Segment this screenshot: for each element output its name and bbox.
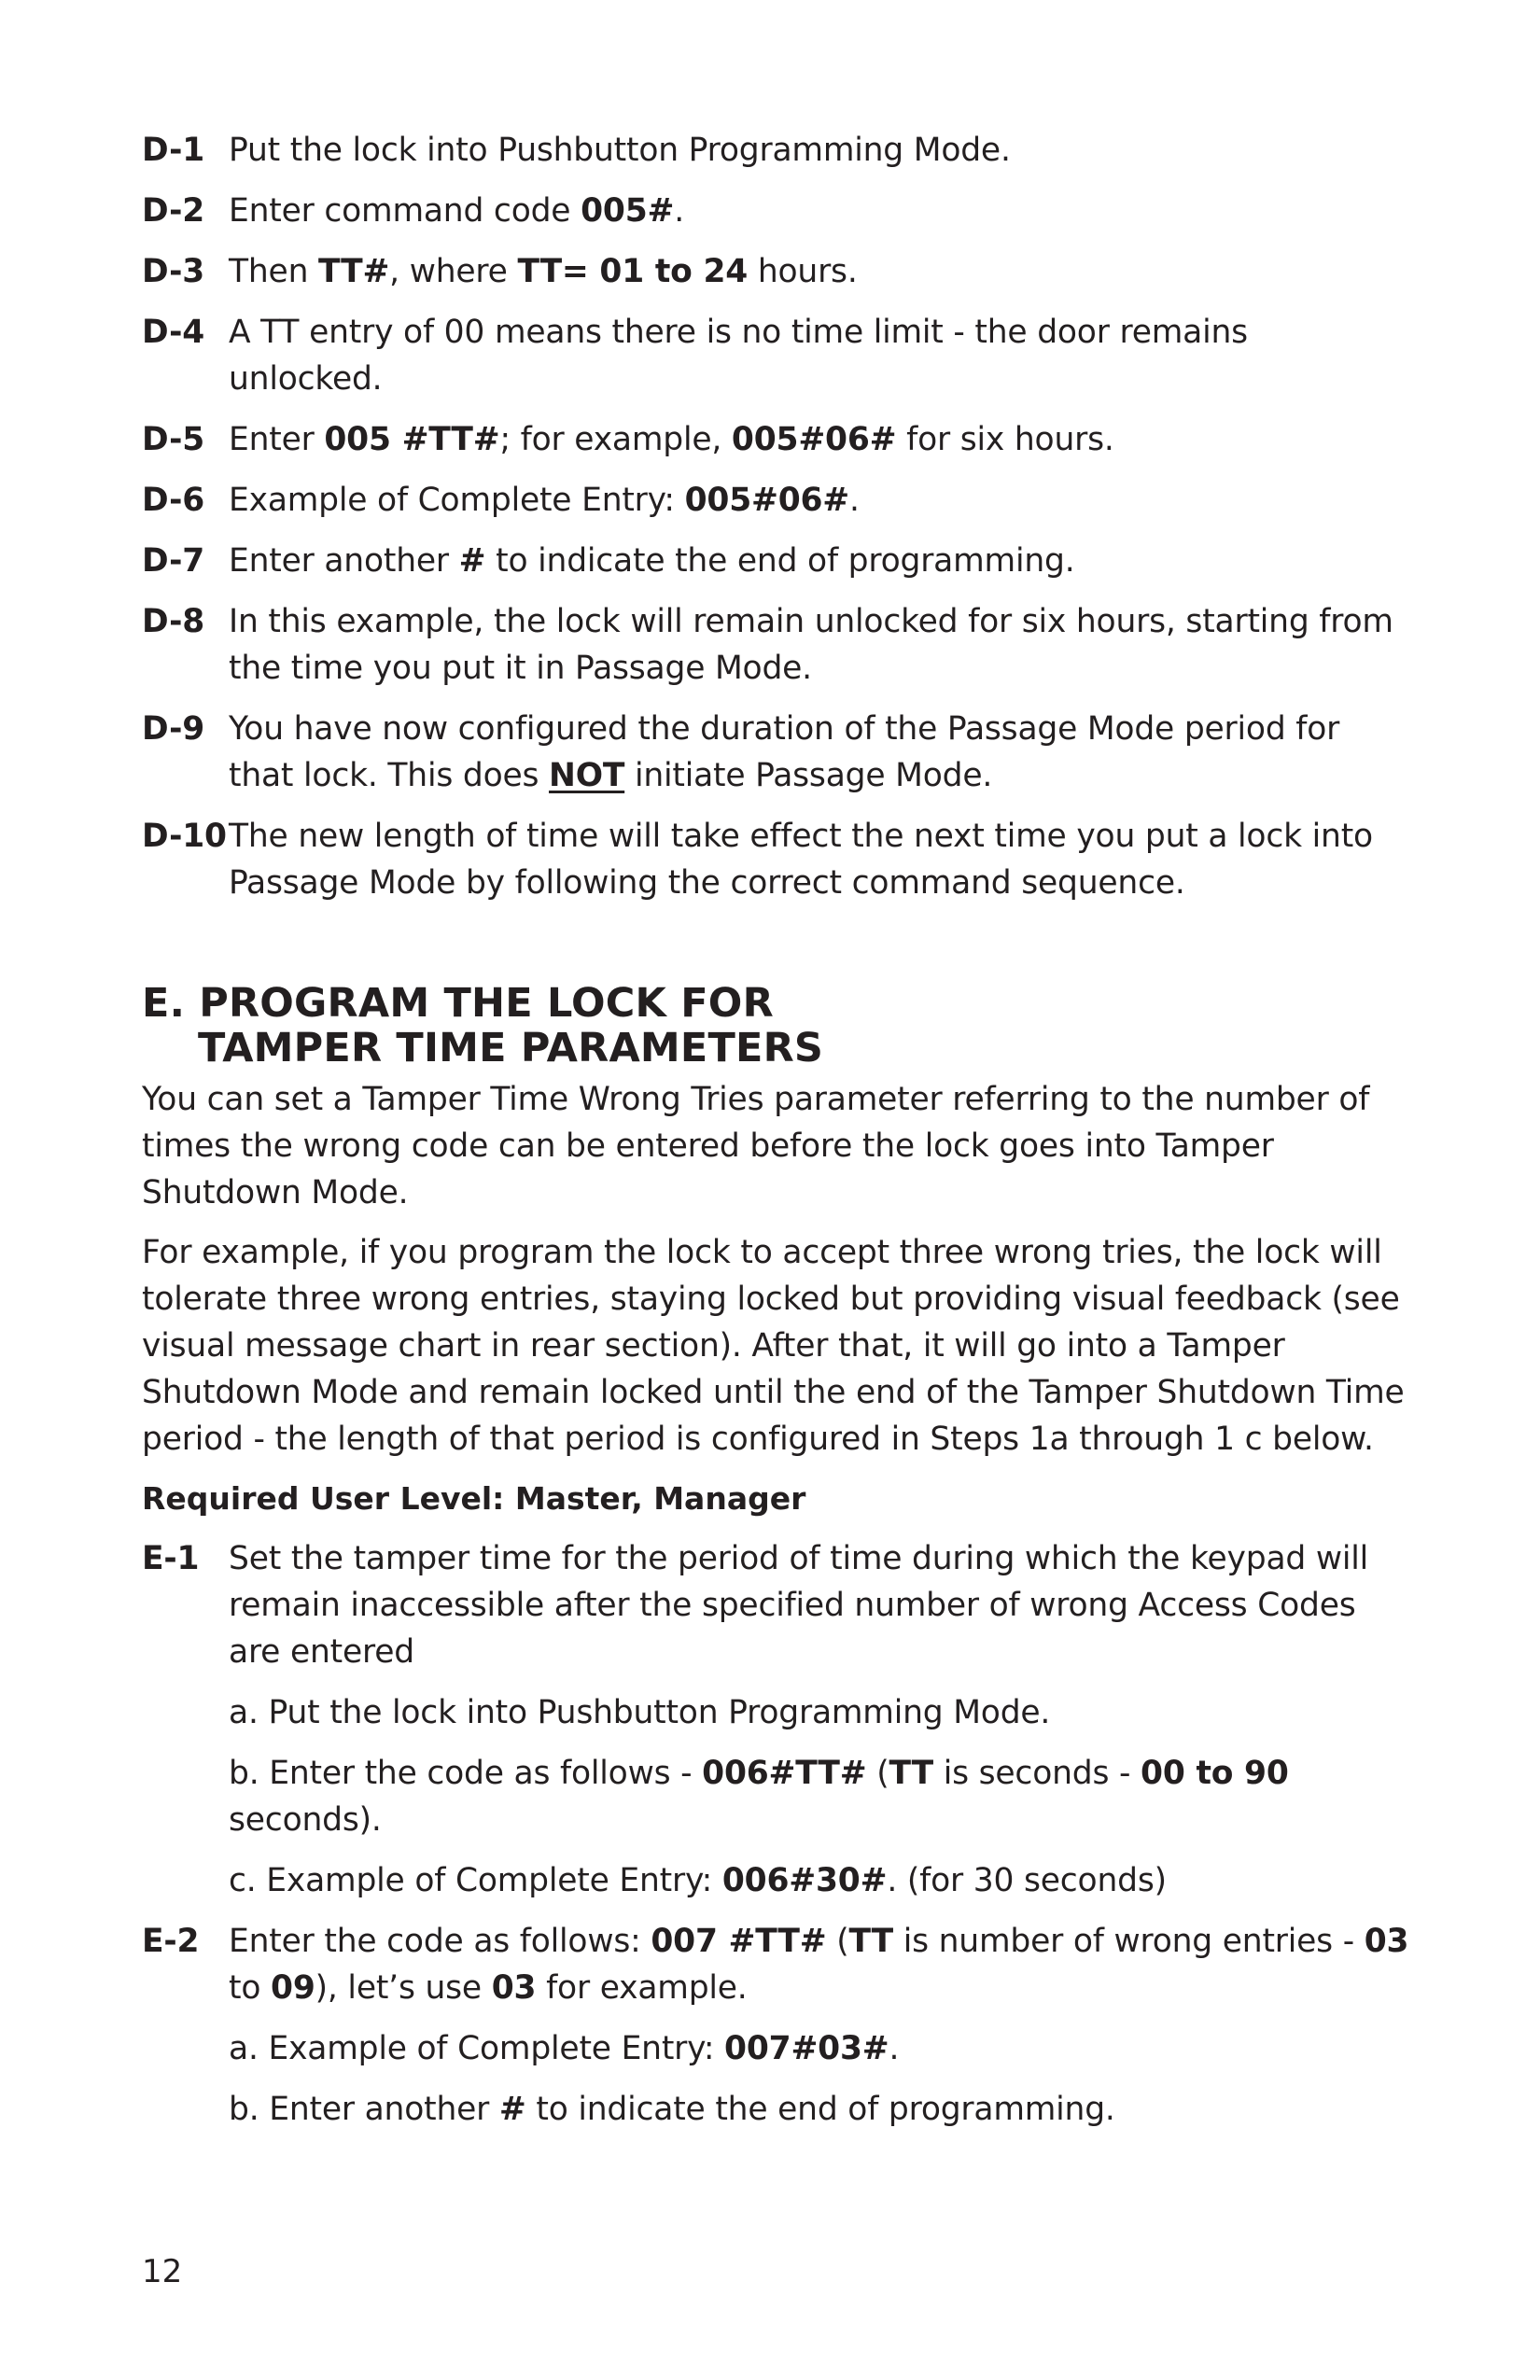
emphasis-not: NOT — [549, 757, 625, 794]
step-d8 — [142, 598, 1411, 692]
step-number: D-2 — [142, 192, 205, 230]
step-d4 — [142, 309, 1411, 402]
step-d9 — [142, 706, 1411, 799]
step-number: D-10 — [142, 818, 227, 855]
step-d1 — [142, 127, 1411, 174]
step-d3 — [142, 248, 1411, 295]
step-d7 — [142, 538, 1411, 584]
step-number: D-9 — [142, 710, 205, 748]
step-text: You have now configured the duration of the Passage Mode period for that lock. This does NOT initiate Passage Mode. — [229, 710, 1340, 794]
substep-e1-c: c. Example of Complete Entry: 006#30#. (for 30 seconds) — [229, 1862, 1167, 1899]
required-user-level: Required User Level: Master, Manager — [142, 1480, 806, 1517]
step-number: D-6 — [142, 482, 205, 519]
step-d5 — [142, 416, 1411, 463]
step-number: D-7 — [142, 542, 205, 580]
step-number: D-1 — [142, 132, 205, 169]
substep-e2-a: a. Example of Complete Entry: 007#03#. — [229, 2030, 900, 2067]
step-number: D-5 — [142, 421, 205, 458]
step-text: Enter another # to indicate the end of programming. — [229, 542, 1075, 580]
step-d10 — [142, 813, 1411, 906]
step-number: D-3 — [142, 253, 205, 290]
section-e-intro-2: For example, if you program the lock to accept three wrong tries, the lock will tolerate three wrong entries, staying locked but providing visual feedback (see visual message chart in rear section). After that, it will go into a Tamper Shutdown Mode and remain locked until the end of the Tamper Shutdown Time period - the length of that period is configured in Steps 1a through 1 c below. — [142, 1234, 1405, 1458]
manual-page — [142, 127, 1411, 2147]
step-text: Then TT#, where TT= 01 to 24 hours. — [229, 253, 858, 290]
step-number: D-8 — [142, 603, 205, 640]
step-text: Enter the code as follows: 007 #TT# (TT is number of wrong entries - 03 to 09), let’s use 03 for example. — [229, 1923, 1409, 2007]
step-e1 — [142, 1535, 1411, 1675]
substep-e1-b: b. Enter the code as follows - 006#TT# (TT is seconds - 00 to 90 seconds). — [229, 1755, 1289, 1839]
step-text: Enter command code 005#. — [229, 192, 685, 230]
page-number: 12 — [142, 2253, 183, 2290]
step-number: E-1 — [142, 1540, 200, 1577]
step-e2 — [142, 1918, 1411, 2011]
command-code: 005# — [581, 192, 675, 230]
substep-e2-b: b. Enter another # to indicate the end of programming. — [229, 2091, 1115, 2128]
step-text: Example of Complete Entry: 005#06#. — [229, 482, 860, 519]
step-text: A TT entry of 00 means there is no time limit - the door remains unlocked. — [229, 314, 1248, 398]
section-e-intro-1: You can set a Tamper Time Wrong Tries parameter referring to the number of times the wrong code can be entered before the lock goes into Tamper Shutdown Mode. — [142, 1081, 1370, 1211]
step-text: Put the lock into Pushbutton Programming Mode. — [229, 132, 1011, 169]
step-d6 — [142, 477, 1411, 524]
step-text: Set the tamper time for the period of time during which the keypad will remain inaccessible after the specified number of wrong Access Codes are entered — [229, 1540, 1369, 1671]
step-number: E-2 — [142, 1923, 200, 1960]
step-text: The new length of time will take effect the next time you put a lock into Passage Mode by following the correct command sequence. — [229, 818, 1373, 902]
section-e-heading: E. PROGRAM THE LOCK FOR TAMPER TIME PARAMETERS — [142, 980, 824, 1071]
step-d2 — [142, 188, 1411, 234]
step-number: D-4 — [142, 314, 205, 351]
substep-e1-a: a. Put the lock into Pushbutton Programming Mode. — [229, 1694, 1051, 1731]
step-text: Enter 005 #TT#; for example, 005#06# for six hours. — [229, 421, 1114, 458]
step-text: In this example, the lock will remain unlocked for six hours, starting from the time you put it in Passage Mode. — [229, 603, 1393, 687]
